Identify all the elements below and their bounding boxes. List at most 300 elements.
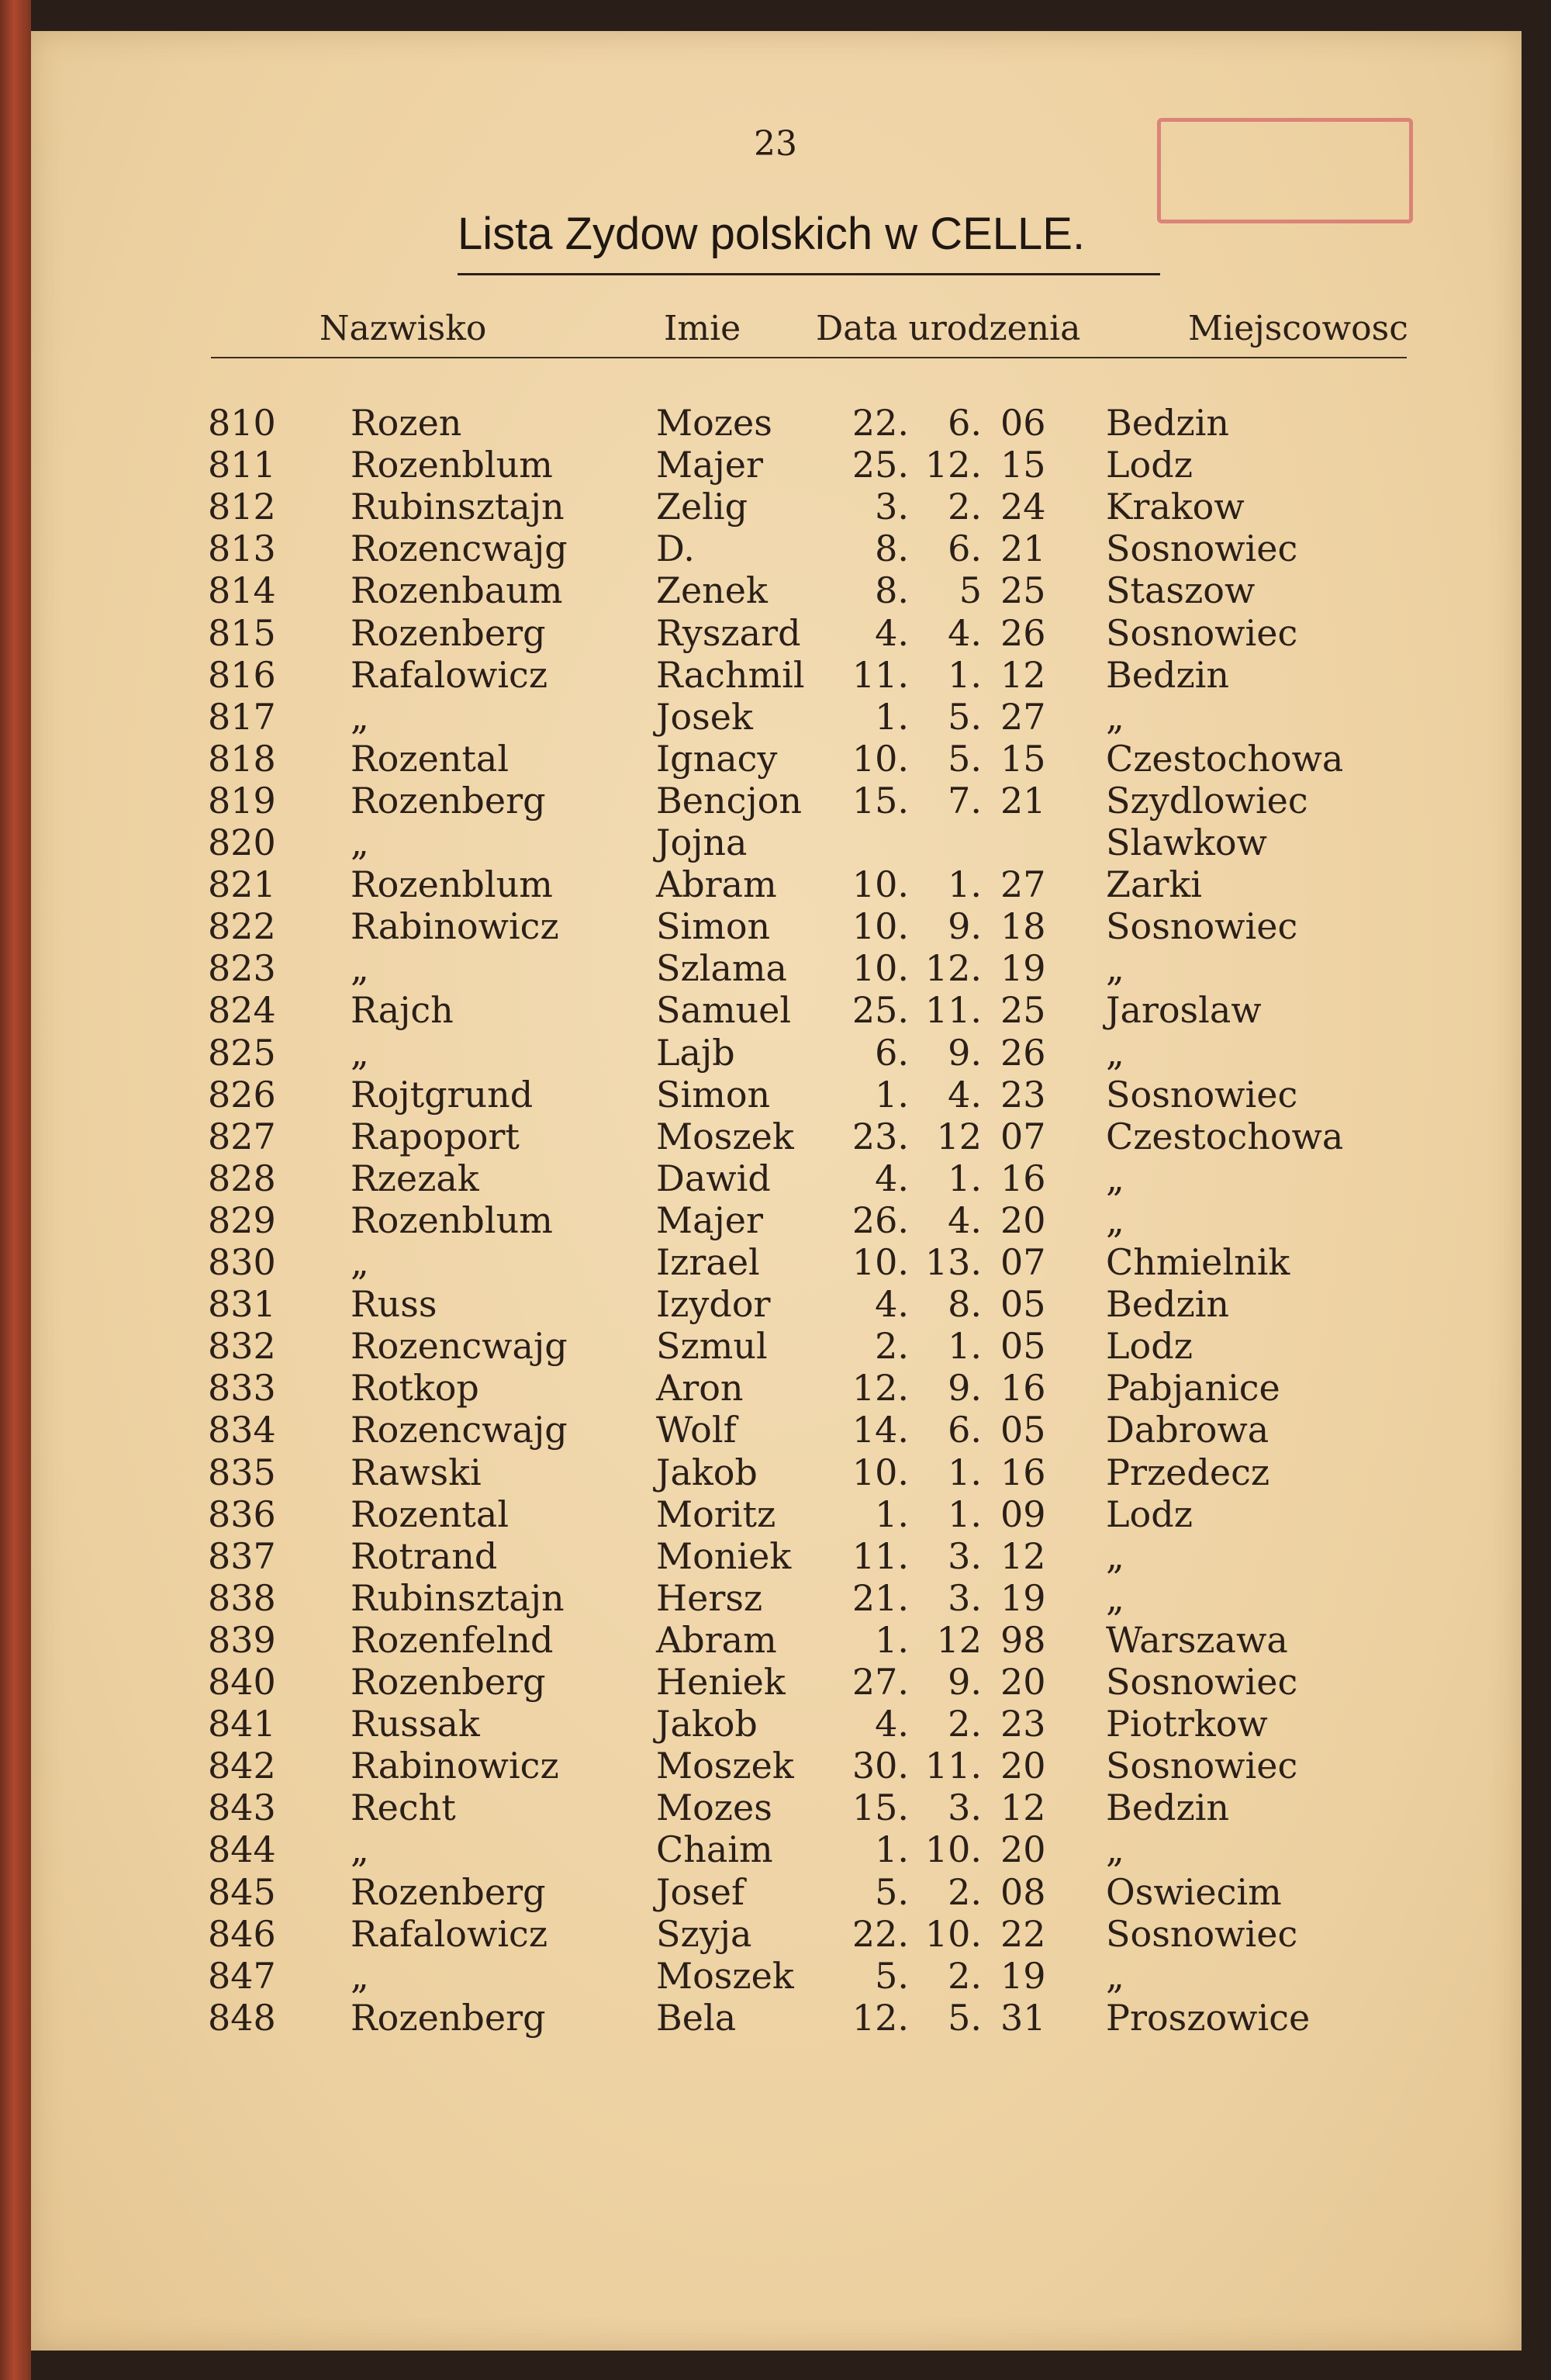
birth-month-cell: 13. (924, 1241, 982, 1283)
place-cell: „ (1106, 1954, 1124, 1997)
birth-day-cell: 10. (851, 737, 909, 780)
birth-year-cell: 27 (1000, 695, 1046, 738)
birth-month-cell: 5. (948, 695, 982, 738)
surname-cell: „ (351, 695, 369, 738)
birth-year-cell: 23 (1000, 1073, 1046, 1116)
place-cell: Sosnowiec (1106, 1073, 1298, 1116)
surname-cell: Rubinsztajn (351, 1576, 565, 1619)
birth-year-cell: 07 (1000, 1241, 1046, 1283)
surname-cell: Rabinowicz (351, 905, 559, 948)
row-number: 846 (208, 1912, 276, 1955)
first-name-cell: Moniek (656, 1534, 792, 1577)
row-number: 822 (208, 905, 276, 948)
row-number: 827 (208, 1115, 276, 1157)
place-cell: Sosnowiec (1106, 1661, 1298, 1703)
first-name-cell: Wolf (656, 1409, 737, 1451)
surname-cell: Rawski (351, 1451, 482, 1493)
table-row (0, 612, 1551, 654)
page-title: Lista Zydow polskich w CELLE. (458, 209, 1086, 259)
row-number: 824 (208, 989, 276, 1032)
first-name-cell: Szyja (656, 1912, 752, 1955)
birth-day-cell: 2. (875, 1325, 909, 1368)
birth-day-cell: 10. (851, 1241, 909, 1283)
surname-cell: Rotrand (351, 1534, 498, 1577)
birth-day-cell: 1. (875, 695, 909, 738)
birth-month-cell: 5. (948, 737, 982, 780)
row-number: 817 (208, 695, 276, 738)
birth-year-cell: 25 (1000, 569, 1046, 612)
table-row (0, 1913, 1551, 1955)
first-name-cell: D. (656, 528, 695, 570)
row-number: 842 (208, 1745, 276, 1787)
birth-month-cell: 6. (948, 402, 982, 444)
birth-year-cell: 07 (1000, 1115, 1046, 1157)
row-number: 848 (208, 1996, 276, 2039)
birth-day-cell: 23. (851, 1115, 909, 1157)
place-cell: Sosnowiec (1106, 905, 1298, 948)
table-row (0, 1074, 1551, 1116)
surname-cell: Rozenfelnd (351, 1618, 554, 1661)
birth-year-cell: 25 (1000, 989, 1046, 1032)
first-name-cell: Bela (656, 1996, 737, 2039)
birth-month-cell: 8. (948, 1283, 982, 1326)
place-cell: Bedzin (1106, 402, 1230, 444)
place-cell: Pabjanice (1106, 1367, 1280, 1410)
surname-cell: „ (351, 1954, 369, 1997)
header-rule (211, 357, 1407, 358)
surname-cell: Rozenberg (351, 1870, 546, 1913)
first-name-cell: Majer (656, 1199, 763, 1241)
birth-year-cell: 16 (1000, 1367, 1046, 1410)
row-number: 812 (208, 486, 276, 528)
surname-cell: „ (351, 822, 369, 863)
place-cell: Sosnowiec (1106, 611, 1298, 654)
birth-year-cell: 21 (1000, 779, 1046, 822)
surname-cell: „ (351, 947, 369, 990)
row-number: 816 (208, 653, 276, 696)
table-row (0, 528, 1551, 569)
birth-day-cell: 10. (851, 863, 909, 906)
birth-month-cell: 12. (924, 444, 982, 486)
birth-year-cell: 15 (1000, 444, 1046, 486)
first-name-cell: Samuel (656, 989, 792, 1032)
first-name-cell: Josek (656, 695, 753, 738)
birth-day-cell: 25. (851, 989, 909, 1032)
surname-cell: Russ (351, 1283, 437, 1326)
header-first-name: Imie (664, 309, 741, 348)
table-row (0, 947, 1551, 989)
table-row (0, 738, 1551, 780)
birth-month-cell: 1. (948, 653, 982, 696)
table-row (0, 822, 1551, 863)
row-number: 826 (208, 1073, 276, 1116)
surname-cell: Rapoport (351, 1115, 520, 1157)
birth-month-cell: 12 (936, 1618, 982, 1661)
row-number: 818 (208, 737, 276, 780)
birth-year-cell: 31 (1000, 1996, 1046, 2039)
birth-day-cell: 25. (851, 444, 909, 486)
place-cell: Sosnowiec (1106, 528, 1298, 570)
birth-year-cell: 22 (1000, 1912, 1046, 1955)
row-number: 815 (208, 611, 276, 654)
birth-day-cell: 5. (875, 1954, 909, 1997)
birth-day-cell: 11. (851, 653, 909, 696)
row-number: 821 (208, 863, 276, 906)
place-cell: Czestochowa (1106, 1115, 1344, 1157)
birth-day-cell: 4. (875, 1703, 909, 1745)
table-row (0, 1157, 1551, 1199)
place-cell: „ (1106, 1031, 1124, 1074)
first-name-cell: Jakob (656, 1703, 758, 1745)
birth-month-cell: 1. (948, 1325, 982, 1368)
table-row (0, 444, 1551, 486)
table-row (0, 905, 1551, 947)
surname-cell: Rafalowicz (351, 653, 548, 696)
birth-year-cell: 12 (1000, 1787, 1046, 1829)
first-name-cell: Moritz (656, 1493, 776, 1535)
place-cell: „ (1106, 1157, 1124, 1199)
birth-month-cell: 9. (948, 1031, 982, 1074)
birth-year-cell: 19 (1000, 1954, 1046, 1997)
first-name-cell: Szlama (656, 947, 787, 990)
surname-cell: Rubinsztajn (351, 486, 565, 528)
birth-day-cell: 22. (851, 1912, 909, 1955)
birth-day-cell: 10. (851, 947, 909, 990)
place-cell: Proszowice (1106, 1996, 1311, 2039)
place-cell: Zarki (1106, 863, 1202, 906)
birth-year-cell: 21 (1000, 528, 1046, 570)
birth-year-cell: 23 (1000, 1703, 1046, 1745)
place-cell: Sosnowiec (1106, 1745, 1298, 1787)
row-number: 836 (208, 1493, 276, 1535)
birth-month-cell: 9. (948, 905, 982, 948)
birth-day-cell: 1. (875, 1073, 909, 1116)
birth-year-cell: 12 (1000, 1534, 1046, 1577)
place-cell: „ (1106, 695, 1124, 738)
surname-cell: Rozencwajg (351, 1325, 568, 1368)
birth-year-cell: 18 (1000, 905, 1046, 948)
table-row (0, 1745, 1551, 1787)
row-number: 835 (208, 1451, 276, 1493)
row-number: 825 (208, 1031, 276, 1074)
row-number: 840 (208, 1661, 276, 1703)
birth-month-cell: 3. (948, 1534, 982, 1577)
birth-month-cell: 2. (948, 1703, 982, 1745)
place-cell: Bedzin (1106, 1283, 1230, 1326)
birth-month-cell: 11. (924, 1745, 982, 1787)
birth-month-cell: 2. (948, 1954, 982, 1997)
birth-day-cell: 4. (875, 1157, 909, 1199)
birth-day-cell: 27. (851, 1661, 909, 1703)
table-row (0, 1283, 1551, 1325)
first-name-cell: Moszek (656, 1954, 794, 1997)
birth-day-cell: 22. (851, 402, 909, 444)
first-name-cell: Moszek (656, 1745, 794, 1787)
birth-day-cell: 10. (851, 1451, 909, 1493)
surname-cell: „ (351, 1828, 369, 1871)
birth-day-cell: 1. (875, 1493, 909, 1535)
birth-month-cell: 2. (948, 1870, 982, 1913)
birth-day-cell: 26. (851, 1199, 909, 1241)
birth-year-cell: 05 (1000, 1283, 1046, 1326)
row-number: 841 (208, 1703, 276, 1745)
birth-year-cell: 26 (1000, 611, 1046, 654)
row-number: 837 (208, 1534, 276, 1577)
birth-day-cell: 8. (875, 528, 909, 570)
row-number: 830 (208, 1241, 276, 1283)
place-cell: „ (1106, 1576, 1124, 1619)
birth-year-cell: 05 (1000, 1409, 1046, 1451)
birth-year-cell: 15 (1000, 737, 1046, 780)
place-cell: Warszawa (1106, 1618, 1288, 1661)
birth-year-cell: 27 (1000, 863, 1046, 906)
place-cell: Bedzin (1106, 1787, 1230, 1829)
place-cell: Piotrkow (1106, 1703, 1268, 1745)
table-row (0, 1199, 1551, 1241)
surname-cell: „ (351, 1031, 369, 1074)
table-row (0, 1577, 1551, 1619)
birth-month-cell: 10. (924, 1828, 982, 1871)
surname-cell: Rozental (351, 737, 510, 780)
surname-cell: Rozenblum (351, 863, 553, 906)
first-name-cell: Abram (656, 1618, 777, 1661)
row-number: 834 (208, 1409, 276, 1451)
birth-day-cell: 6. (875, 1031, 909, 1074)
birth-year-cell: 98 (1000, 1618, 1046, 1661)
table-row (0, 989, 1551, 1031)
surname-cell: Rozenberg (351, 1661, 546, 1703)
place-cell: Lodz (1106, 444, 1193, 486)
birth-year-cell: 20 (1000, 1828, 1046, 1871)
birth-month-cell: 6. (948, 1409, 982, 1451)
birth-year-cell: 16 (1000, 1157, 1046, 1199)
row-number: 819 (208, 779, 276, 822)
row-number: 813 (208, 528, 276, 570)
table-row (0, 1787, 1551, 1828)
table-row (0, 1619, 1551, 1661)
header-birth-date: Data urodzenia (816, 309, 1081, 348)
birth-month-cell: 4. (948, 1073, 982, 1116)
table-row (0, 1997, 1551, 2039)
birth-month-cell: 1. (948, 863, 982, 906)
table-row (0, 1367, 1551, 1409)
birth-year-cell: 20 (1000, 1661, 1046, 1703)
surname-cell: Rafalowicz (351, 1912, 548, 1955)
header-surname: Nazwisko (320, 309, 487, 348)
birth-year-cell: 06 (1000, 402, 1046, 444)
first-name-cell: Jakob (656, 1451, 758, 1493)
place-cell: Jaroslaw (1106, 989, 1262, 1032)
place-cell: Sosnowiec (1106, 1912, 1298, 1955)
birth-day-cell: 4. (875, 611, 909, 654)
row-number: 844 (208, 1828, 276, 1871)
table-row (0, 1451, 1551, 1493)
place-cell: Staszow (1106, 569, 1256, 612)
first-name-cell: Szmul (656, 1325, 768, 1368)
table-row (0, 1955, 1551, 1997)
first-name-cell: Josef (656, 1870, 744, 1913)
birth-month-cell: 7. (948, 779, 982, 822)
table-row (0, 1535, 1551, 1577)
first-name-cell: Ryszard (656, 611, 801, 654)
first-name-cell: Abram (656, 863, 777, 906)
birth-month-cell: 3. (948, 1787, 982, 1829)
birth-day-cell: 12. (851, 1367, 909, 1410)
surname-cell: „ (351, 1241, 369, 1283)
birth-day-cell: 5. (875, 1870, 909, 1913)
surname-cell: Rotkop (351, 1367, 479, 1410)
birth-day-cell: 1. (875, 1828, 909, 1871)
place-cell: Slawkow (1106, 822, 1267, 863)
birth-month-cell: 4. (948, 611, 982, 654)
birth-month-cell: 5. (948, 1996, 982, 2039)
birth-year-cell: 09 (1000, 1493, 1046, 1535)
first-name-cell: Lajb (656, 1031, 735, 1074)
row-number: 828 (208, 1157, 276, 1199)
place-cell: Bedzin (1106, 653, 1230, 696)
surname-cell: Rozenberg (351, 1996, 546, 2039)
row-number: 838 (208, 1576, 276, 1619)
table-row (0, 1661, 1551, 1703)
birth-day-cell: 8. (875, 569, 909, 612)
birth-day-cell: 3. (875, 486, 909, 528)
surname-cell: Recht (351, 1787, 456, 1829)
first-name-cell: Aron (656, 1367, 744, 1410)
birth-month-cell: 3. (948, 1576, 982, 1619)
birth-day-cell: 10. (851, 905, 909, 948)
row-number: 845 (208, 1870, 276, 1913)
first-name-cell: Rachmil (656, 653, 805, 696)
row-number: 843 (208, 1787, 276, 1829)
surname-cell: Rozenberg (351, 779, 546, 822)
surname-cell: Rozenbaum (351, 569, 563, 612)
table-row (0, 863, 1551, 905)
first-name-cell: Mozes (656, 1787, 772, 1829)
first-name-cell: Chaim (656, 1828, 773, 1871)
birth-month-cell: 5 (959, 569, 982, 612)
first-name-cell: Zelig (656, 486, 748, 528)
place-cell: Lodz (1106, 1325, 1193, 1368)
birth-month-cell: 1. (948, 1451, 982, 1493)
birth-year-cell: 24 (1000, 486, 1046, 528)
birth-day-cell: 1. (875, 1618, 909, 1661)
birth-day-cell: 11. (851, 1534, 909, 1577)
birth-month-cell: 10. (924, 1912, 982, 1955)
first-name-cell: Majer (656, 444, 763, 486)
birth-day-cell: 12. (851, 1996, 909, 2039)
surname-cell: Rozenblum (351, 444, 553, 486)
header-place: Miejscowosc (1188, 309, 1408, 348)
birth-day-cell: 30. (851, 1745, 909, 1787)
surname-cell: Rzezak (351, 1157, 479, 1199)
surname-cell: Rozencwajg (351, 528, 568, 570)
first-name-cell: Heniek (656, 1661, 786, 1703)
surname-cell: Rozen (351, 402, 462, 444)
table-row (0, 1493, 1551, 1535)
birth-year-cell: 26 (1000, 1031, 1046, 1074)
surname-cell: Russak (351, 1703, 480, 1745)
birth-month-cell: 12 (936, 1115, 982, 1157)
table-row (0, 1828, 1551, 1870)
surname-cell: Rajch (351, 989, 454, 1032)
place-cell: Dabrowa (1106, 1409, 1269, 1451)
place-cell: Lodz (1106, 1493, 1193, 1535)
surname-cell: Rabinowicz (351, 1745, 559, 1787)
row-number: 814 (208, 569, 276, 612)
table-row (0, 654, 1551, 696)
birth-day-cell: 15. (851, 779, 909, 822)
birth-year-cell: 08 (1000, 1870, 1046, 1913)
place-cell: Szydlowiec (1106, 779, 1308, 822)
row-number: 839 (208, 1618, 276, 1661)
row-number: 833 (208, 1367, 276, 1410)
table-row (0, 1325, 1551, 1367)
first-name-cell: Ignacy (656, 737, 778, 780)
birth-month-cell: 6. (948, 528, 982, 570)
row-number: 810 (208, 402, 276, 444)
birth-month-cell: 1. (948, 1493, 982, 1535)
first-name-cell: Jojna (656, 822, 748, 863)
first-name-cell: Dawid (656, 1157, 771, 1199)
surname-cell: Rozenberg (351, 611, 546, 654)
place-cell: Krakow (1106, 486, 1245, 528)
row-number: 823 (208, 947, 276, 990)
row-number: 847 (208, 1954, 276, 1997)
birth-year-cell: 16 (1000, 1451, 1046, 1493)
birth-day-cell: 4. (875, 1283, 909, 1326)
table-row (0, 780, 1551, 822)
table-row (0, 1409, 1551, 1451)
first-name-cell: Moszek (656, 1115, 794, 1157)
first-name-cell: Simon (656, 1073, 771, 1116)
row-number: 831 (208, 1283, 276, 1326)
row-number: 832 (208, 1325, 276, 1368)
birth-month-cell: 4. (948, 1199, 982, 1241)
place-cell: „ (1106, 1199, 1124, 1241)
surname-cell: Rojtgrund (351, 1073, 534, 1116)
table-row (0, 1032, 1551, 1074)
table-row (0, 1241, 1551, 1283)
birth-month-cell: 11. (924, 989, 982, 1032)
birth-year-cell: 20 (1000, 1199, 1046, 1241)
place-cell: „ (1106, 947, 1124, 990)
surname-cell: Rozental (351, 1493, 510, 1535)
first-name-cell: Izrael (656, 1241, 760, 1283)
birth-month-cell: 12. (924, 947, 982, 990)
first-name-cell: Simon (656, 905, 771, 948)
first-name-cell: Izydor (656, 1283, 771, 1326)
first-name-cell: Bencjon (656, 779, 802, 822)
first-name-cell: Zenek (656, 569, 768, 612)
place-cell: Chmielnik (1106, 1241, 1290, 1283)
birth-year-cell: 05 (1000, 1325, 1046, 1368)
table-row (0, 1116, 1551, 1157)
place-cell: Przedecz (1106, 1451, 1270, 1493)
birth-year-cell: 19 (1000, 947, 1046, 990)
row-number: 820 (208, 822, 276, 863)
first-name-cell: Mozes (656, 402, 772, 444)
table-row (0, 1871, 1551, 1913)
birth-month-cell: 9. (948, 1661, 982, 1703)
place-cell: Oswiecim (1106, 1870, 1282, 1913)
table-row (0, 402, 1551, 444)
row-number: 811 (208, 444, 276, 486)
table-row (0, 696, 1551, 738)
birth-day-cell: 14. (851, 1409, 909, 1451)
title-underline (458, 273, 1160, 275)
table-row (0, 486, 1551, 528)
birth-year-cell: 19 (1000, 1576, 1046, 1619)
